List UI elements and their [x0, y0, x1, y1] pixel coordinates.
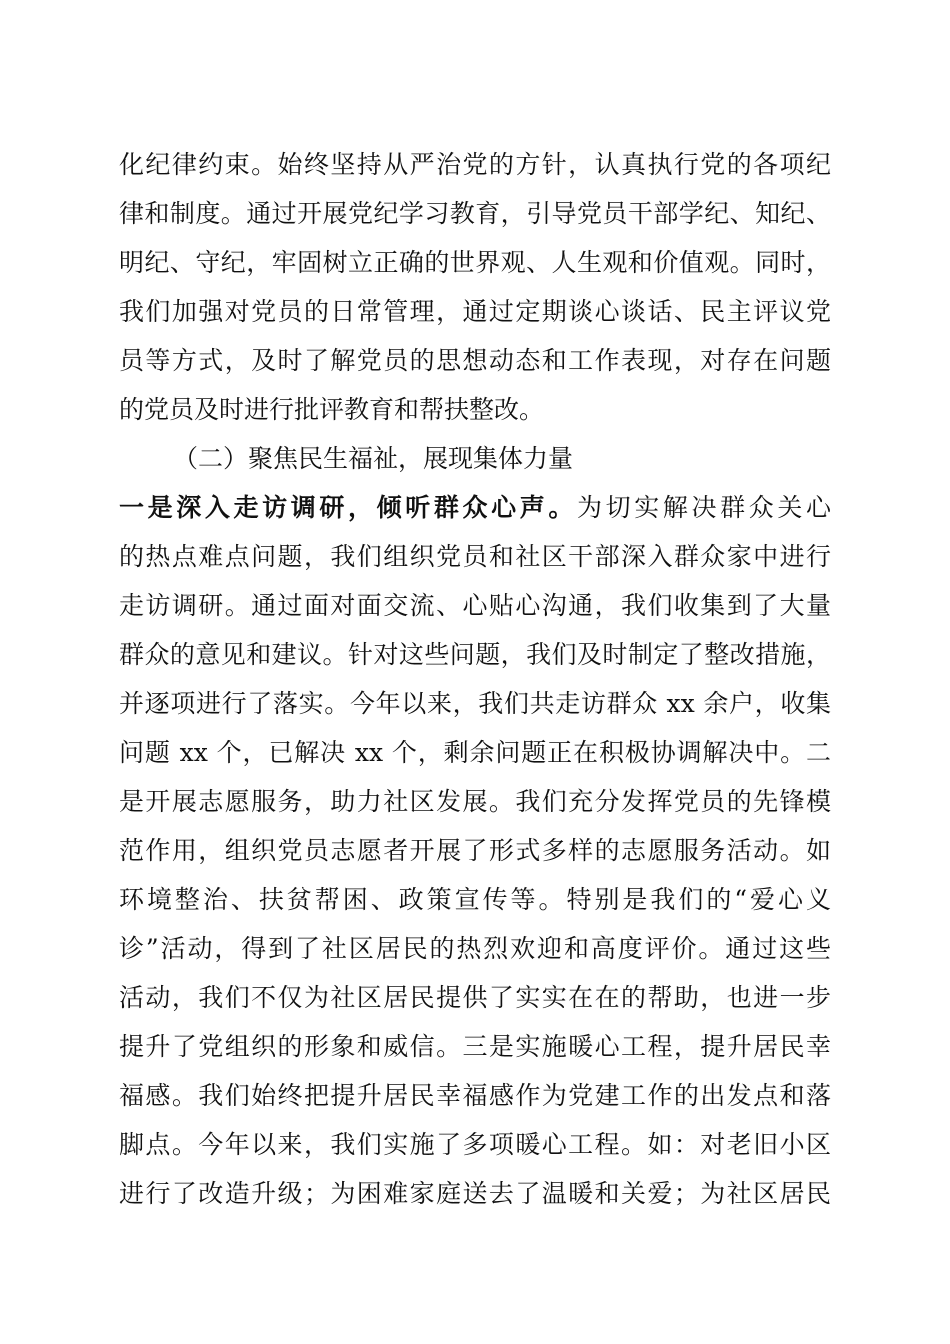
text-line: 问题 xx 个，已解决 xx 个，剩余问题正在积极协调解决中。二 [119, 738, 831, 767]
text-line: 进行了改造升级；为困难家庭送去了温暖和关爱；为社区居民 [119, 1179, 831, 1208]
text-line: 的热点难点问题，我们组织党员和社区干部深入群众家中进行 [119, 542, 831, 571]
text-line: 群众的意见和建议。针对这些问题，我们及时制定了整改措施， [119, 640, 831, 669]
document-body [119, 140, 831, 1218]
text-line: 环境整治、扶贫帮困、政策宣传等。特别是我们的“爱心义 [119, 885, 831, 914]
text-line-first [119, 483, 831, 532]
text-line: 明纪、守纪，牢固树立正确的世界观、人生观和价值观。同时， [119, 248, 831, 277]
text-line: 化纪律约束。始终坚持从严治党的方针，认真执行党的各项纪 [119, 150, 831, 179]
text-line: 诊”活动，得到了社区居民的热烈欢迎和高度评价。通过这些 [119, 934, 831, 963]
section-heading: （二）聚焦民生福祉，展现集体力量 [173, 444, 574, 473]
text-line: 福感。我们始终把提升居民幸福感作为党建工作的出发点和落 [119, 1081, 831, 1110]
text-line: 是开展志愿服务，助力社区发展。我们充分发挥党员的先锋模 [119, 787, 831, 816]
paragraph-discipline [119, 140, 831, 434]
text-line: 员等方式，及时了解党员的思想动态和工作表现，对存在问题 [119, 346, 831, 375]
text-line: 活动，我们不仅为社区居民提供了实实在在的帮助，也进一步 [119, 983, 831, 1012]
text-line: 提升了党组织的形象和威信。三是实施暖心工程，提升居民幸 [119, 1032, 831, 1061]
bold-lead-text: 一是深入走访调研，倾听群众心声。 [119, 493, 577, 522]
paragraph-livelihood [119, 483, 831, 1218]
lead-rest-text: 为切实解决群众关心 [576, 493, 831, 522]
text-line: 并逐项进行了落实。今年以来，我们共走访群众 xx 余户，收集 [119, 689, 831, 718]
text-line: 走访调研。通过面对面交流、心贴心沟通，我们收集到了大量 [119, 591, 831, 620]
text-line: 脚点。今年以来，我们实施了多项暖心工程。如：对老旧小区 [119, 1130, 831, 1159]
text-line: 的党员及时进行批评教育和帮扶整改。 [119, 395, 545, 424]
text-line: 律和制度。通过开展党纪学习教育，引导党员干部学纪、知纪、 [119, 199, 831, 228]
text-line: 范作用，组织党员志愿者开展了形式多样的志愿服务活动。如 [119, 836, 831, 865]
text-line: 我们加强对党员的日常管理，通过定期谈心谈话、民主评议党 [119, 297, 831, 326]
